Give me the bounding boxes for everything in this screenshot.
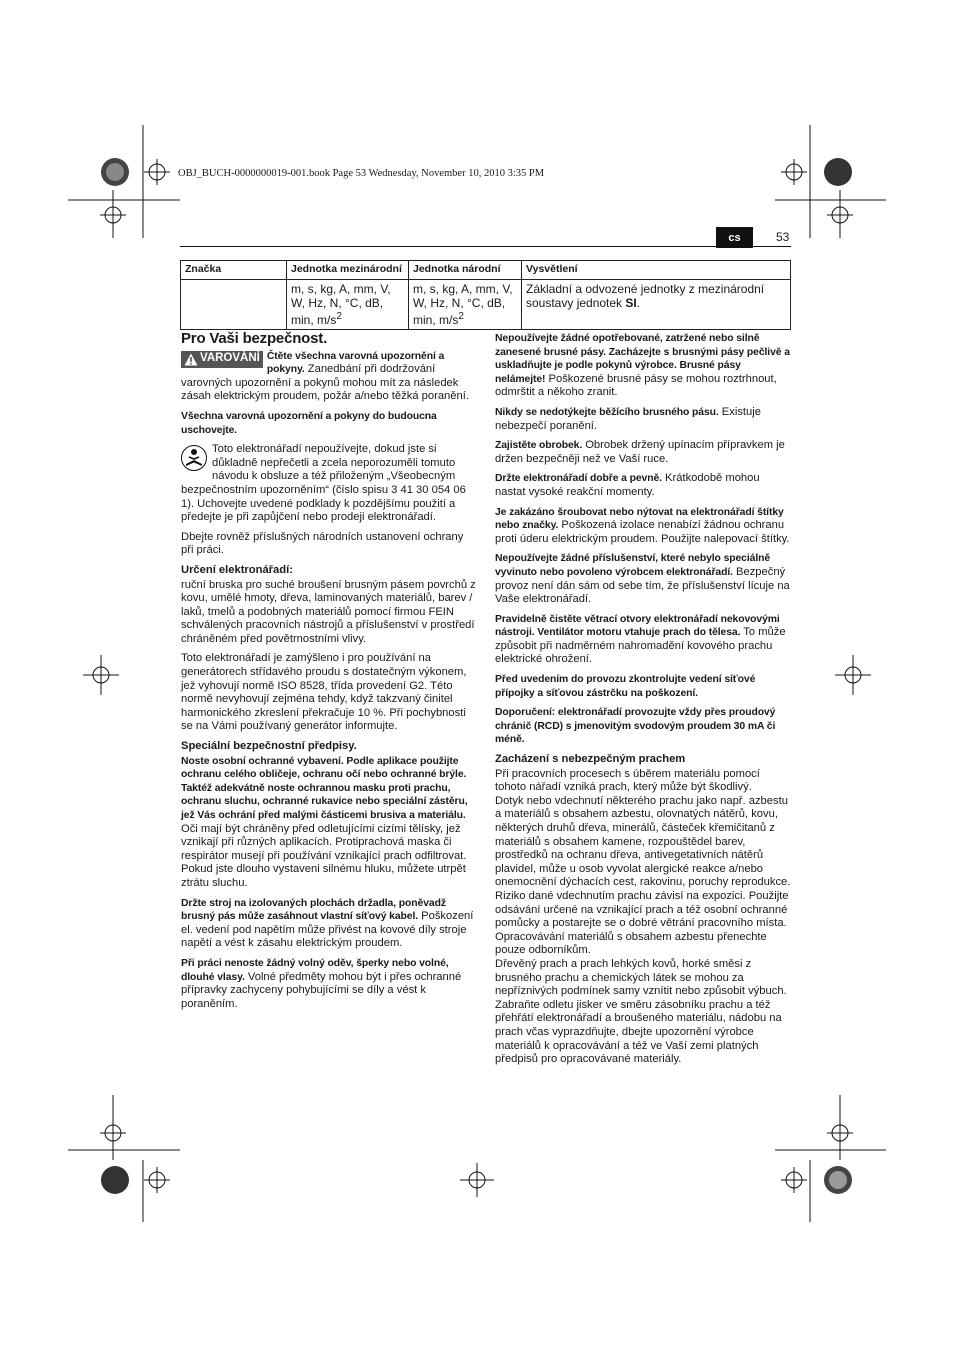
subheading-purpose: Určení elektronářadí:	[181, 563, 293, 576]
running-belt-paragraph: Nikdy se nedotýkejte běžícího brusného pásu. Existuje nebezpečí poranění.	[495, 405, 761, 432]
dust-health-paragraph: Dotyk nebo vdechnutí některého prachu jako např. azbestu a materiálů s obsahem azbestu, olovnatých nátěrů, kovu, některých druhů dřeva, minerálů, částeček křemičitanů z materiálů s obsahem kamene, rozpouštědel barev, prostředků na ochranu dřeva, antivegetativních nátěrů plavidel, může u osob vyvolat alergické reakce a/nebo onemocnění dýchacích cest, rakovinu, poruchy reprodukce. Riziko dané vdechnutím prachu závisí na expozici. Použijte odsávání určené na vznikající prach a též osobní ochranné pomůcky a postarejte se o dobré větrání pracovního místa. Opracovávání materiálů s obsahem azbestu přenechte pouze odborníkům.	[495, 794, 791, 957]
units-header-explanation: Vysvětlení	[522, 261, 791, 280]
no-screws-paragraph: Je zakázáno šroubovat nebo nýtovat na elektronářadí štítky nebo značky. Poškozená izolace nenabízí žádnou ochranu proti úderu elektrickým proudem. Použijte nalepovací štítky.	[495, 506, 790, 545]
hold-tool-paragraph: Držte elektronářadí dobře a pevně. Krátkodobě mohou nastat vysoké reakční momenty.	[495, 472, 760, 498]
read-manual-icon	[181, 445, 207, 471]
vents-cleaning-paragraph: Pravidelně čistěte větrací otvory elektronářadí nekovovými nástroji. Ventilátor motoru vtahuje prach do tělesa. To může způsobit při nadměrném nahromadění kovového prachu elektrické ohrožení.	[495, 613, 786, 666]
header-rule	[180, 246, 791, 247]
language-badge: cs	[716, 227, 753, 248]
warning-triangle-icon	[184, 353, 198, 366]
national-regulations-paragraph: Dbejte rovněž příslušných národních ustanovení ochrany při práci.	[181, 530, 464, 557]
insulated-grip-paragraph: Držte stroj na izolovaných plochách držadla, poněvadž brusný pás může zasáhnout vlastní síťový kabel. Poškození el. vedení pod napětím může přivést na kovové díly stroje napětí a vést k zásahu elektrickým proudem.	[181, 897, 474, 950]
dust-explosion-paragraph: Dřevěný prach a prach lehkých kovů, horké směsi z brusného prachu a chemických látek se mohou za nepříznivých podmínek samy vznítit nebo způsobit výbuch. Zabraňte odletu jisker ve směru zásobníku prachu a též přehřátí elektronářadí a broušeného materiálu, nádobu na prach včas vyprazdňujte, dbejte upozornění výrobce materiálů k opracovávání a též ve Vaší zemi platných předpisů pro opracovávané materiály.	[495, 957, 787, 1066]
units-cell-intl: m, s, kg, A, mm, V, W, Hz, N, °C, dB, min, $m/s^2$	[287, 280, 409, 330]
units-table	[180, 260, 791, 330]
right-column	[495, 332, 791, 1067]
units-cell-symbol	[181, 280, 287, 330]
protective-equipment-paragraph: Noste osobní ochranné vybavení. Podle aplikace použijte ochranu celého obličeje, ochranu očí nebo ochranné brýle. Taktéž adekvátně noste ochrannou masku proti prachu, ochranu sluchu, ochranné rukavice nebo speciální zástěru, jež Vás ochrání před malými částicemi brusiva a materiálu. Oči mají být chráněny před odletujícími cizími tělísky, jež vznikají při různých aplikacích. Protiprachová maska či respirátor musejí při používání vznikající prach odfiltrovat. Pokud jste dlouho vystaveni silnému hluku, můžete utrpět ztrátu sluchu.	[181, 755, 468, 889]
section-title-safety: Pro Vaši bezpečnost.	[181, 330, 328, 347]
read-manual-paragraph: Toto elektronářadí nepoužívejte, dokud jste si důkladně nepřečetli a zcela neporozuměli tomuto návodu k obsluze a též přiloženým „Všeobecným bezpečnostním upozorněním“ (číslo spisu 3 41 30 054 06 1). Uchovejte uvedené podklady k pozdějšímu použití a předejte je při zapůjčení nebo prodeji elektronářadí.	[181, 443, 466, 524]
check-cable-paragraph: Před uvedením do provozu zkontrolujte vedení síťové přípojky a síťovou zástrčku na poškození.	[495, 674, 756, 699]
units-header-intl: Jednotka mezinárodní	[287, 261, 409, 280]
units-table-row	[181, 280, 791, 330]
units-header-symbol: Značka	[181, 261, 287, 280]
book-header-line: OBJ_BUCH-0000000019-001.book Page 53 Wednesday, November 10, 2010 3:35 PM	[178, 168, 545, 179]
accessories-paragraph: Nepoužívejte žádné příslušenství, které nebylo speciálně vyvinuto nebo povoleno výrobcem elektronářadí. Bezpečný provoz není dán sám od sebe tím, že příslušenství lícuje na Vaše elektronářadí.	[495, 553, 790, 606]
loose-clothing-paragraph: Při práci nenoste žádný volný oděv, šperky nebo volné, dlouhé vlasy. Volné předměty mohou být i přes ochranné přípravky zachyceny pohybujícími se díly a vést k poraněním.	[181, 957, 462, 1010]
left-column	[181, 332, 476, 1017]
units-table-header-row	[181, 261, 791, 280]
warning-label: VAROVÁNÍ	[200, 352, 260, 365]
subheading-special-safety: Speciální bezpečnostní předpisy.	[181, 740, 357, 753]
page-number: 53	[776, 230, 790, 244]
purpose-paragraph: ruční bruska pro suché broušení brusným pásem povrchů z kovu, umělé hmoty, dřeva, laminovaných materiálů, barev / laků, tmelů a podobných materiálů pomocí firmou FEIN schválených pracovních nástrojů a příslušenství v prostředí chráněném před povětrnostními vlivy.	[181, 578, 476, 645]
keep-instructions-note: Všechna varovná upozornění a pokyny do budoucna uschovejte.	[181, 410, 437, 436]
units-header-national: Jednotka národní	[409, 261, 522, 280]
warning-paragraph: VAROVÁNÍ Čtěte všechna varovná upozornění a pokyny. Zanedbání při dodržování varovných upozornění a pokynů mohou mít za následek zásah elektrickým proudem, požár a/nebo těžká poranění.	[181, 350, 469, 403]
units-cell-explanation: Základní a odvozené jednotky z mezinárodní soustavy jednotek SI.	[522, 280, 791, 330]
dust-intro-paragraph: Při pracovních procesech s úběrem materiálu pomocí tohoto nářadí vzniká prach, který může být škodlivý.	[495, 767, 760, 794]
generator-paragraph: Toto elektronářadí je zamýšleno i pro používání na generátorech střídavého proudu s dostatečným výkonem, jež vyhovují normě ISO 8528, třída provedení G2. Této normě nevyhovují zejména tehdy, když takzvaný činitel harmonického zkreslení překračuje 10 %. Při pochybnosti se na Vámi používaný generátor informujte.	[181, 652, 467, 733]
subheading-hazardous-dust: Zacházení s nebezpečným prachem	[495, 753, 686, 766]
units-cell-national: m, s, kg, A, mm, V, W, Hz, N, °C, dB, min, $m/s^2$	[409, 280, 522, 330]
secure-workpiece-paragraph: Zajistěte obrobek. Obrobek držený upínacím přípravkem je držen bezpečněji než ve Vaší ruce.	[495, 439, 785, 465]
warning-badge	[181, 351, 263, 368]
worn-belts-paragraph: Nepoužívejte žádné opotřebované, zatržené nebo silně zanesené brusné pásy. Zacházejte s brusnými pásy pečlivě a uskladňujte je podle pokynů výrobce. Brusné pásy nelámejte! Poškozené brusné pásy se mohou roztrhnout, odmrštit a někoho zranit.	[495, 333, 790, 399]
rcd-recommendation-paragraph: Doporučení: elektronářadí provozujte vždy přes proudový chránič (RCD) s jmenovitým svodovým proudem 30 mA či méně.	[495, 707, 776, 746]
